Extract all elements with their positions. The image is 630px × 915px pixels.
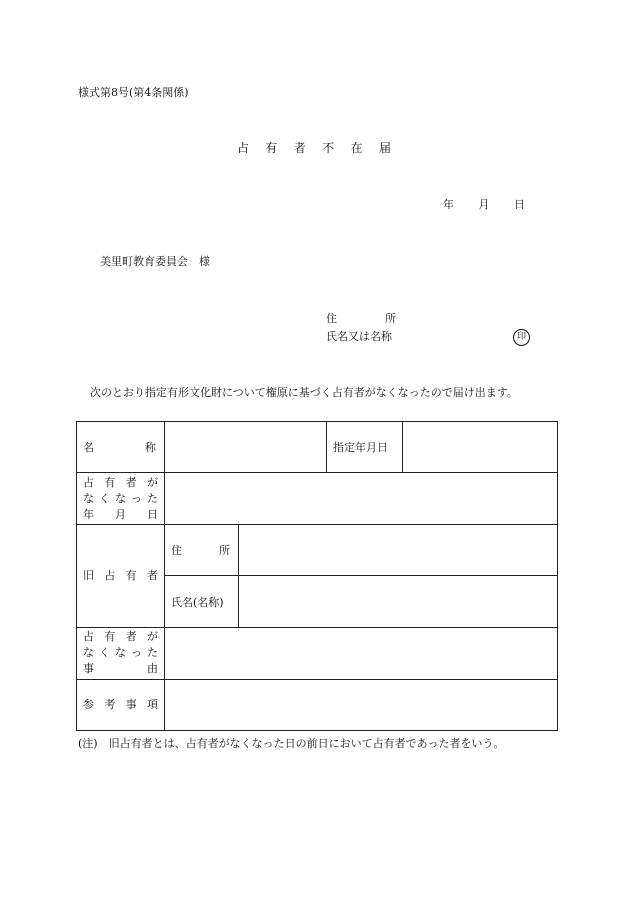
applicant-name-label: 氏名又は名称 (326, 330, 392, 343)
reason-label: 占 有 者 が な く な っ た 事 由 (77, 627, 165, 679)
form-number: 様式第8号(第4条関係) (78, 86, 189, 99)
former-name-label: 氏名(名称) (165, 576, 239, 627)
former-address-value[interactable] (239, 525, 558, 576)
designation-date-label: 指定年月日 (327, 422, 403, 473)
report-table (76, 421, 558, 731)
table-row (77, 422, 558, 473)
name-value[interactable] (165, 422, 327, 473)
table-row (77, 679, 558, 730)
seal-mark: 印 (513, 329, 530, 346)
note-text: (注) 旧占有者とは、占有者がなくなった日の前日において占有者であった者をいう。 (78, 737, 505, 750)
title-char: 在 (350, 141, 363, 155)
absence-date-value[interactable] (165, 473, 558, 525)
remarks-value[interactable] (165, 679, 558, 730)
absence-date-label: 占 有 者 が な く な っ た 年 月 日 (77, 473, 165, 525)
title-char: 届 (378, 141, 391, 155)
addressee: 美里町教育委員会 様 (100, 255, 210, 268)
applicant-address-label: 住 所 (326, 312, 396, 325)
date-line (443, 198, 525, 212)
former-address-label: 住 所 (165, 525, 239, 576)
date-day: 日 (514, 198, 525, 211)
name-label: 名 称 (77, 422, 165, 473)
document-title (237, 141, 391, 155)
designation-date-value[interactable] (403, 422, 558, 473)
reason-value[interactable] (165, 627, 558, 679)
title-char: 占 (237, 141, 250, 155)
former-name-value[interactable] (239, 576, 558, 627)
remarks-label: 参 考 事 項 (77, 679, 165, 730)
table-row (77, 525, 558, 576)
title-char: 者 (293, 141, 306, 155)
table-row (77, 473, 558, 525)
date-year: 年 (443, 198, 454, 211)
intro-text: 次のとおり指定有形文化財について権原に基づく占有者がなくなったので届け出ます。 (90, 386, 518, 399)
title-char: 不 (322, 141, 335, 155)
date-month: 月 (478, 198, 490, 211)
former-holder-label: 旧 占 有 者 (77, 525, 165, 627)
table-row (77, 627, 558, 679)
title-char: 有 (265, 141, 278, 155)
